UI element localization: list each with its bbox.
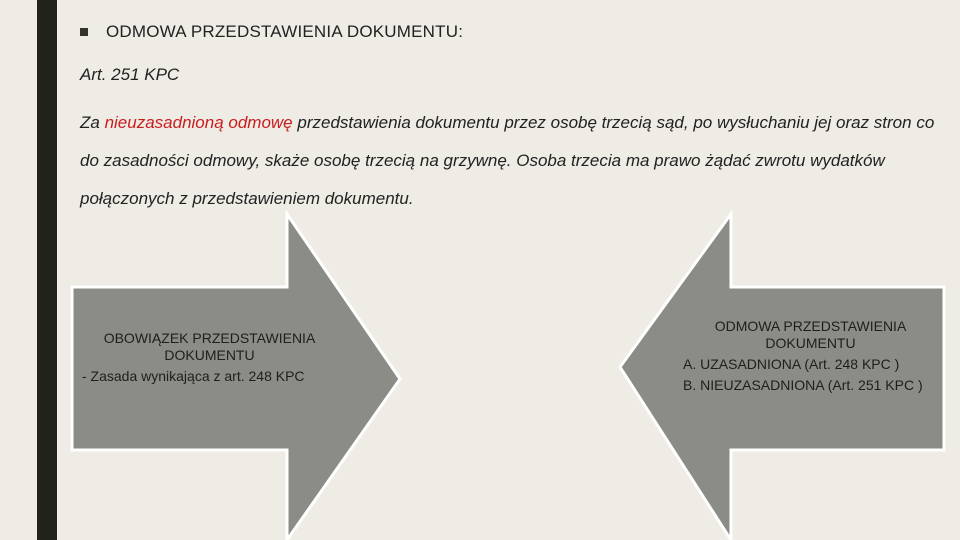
- left-arrow-title: OBOWIĄZEK PRZEDSTAWIENIA DOKUMENTU: [103, 330, 316, 363]
- right-arrow-title: ODMOWA PRZEDSTAWIENIA DOKUMENTU: [714, 318, 907, 351]
- slide-heading: ODMOWA PRZEDSTAWIENIA DOKUMENTU:: [106, 22, 464, 41]
- article-reference: Art. 251 KPC: [80, 65, 180, 84]
- right-arrow-content: [683, 318, 938, 394]
- left-arrow-content: [82, 330, 337, 385]
- paragraph-highlight: nieuzasadnioną odmowę: [104, 113, 293, 132]
- right-arrow-line-a: A. UZASADNIONA (Art. 248 KPC ): [683, 356, 900, 372]
- left-arrow-line: - Zasada wynikająca z art. 248 KPC: [82, 368, 305, 384]
- right-arrow-line-b: B. NIEUZASADNIONA (Art. 251 KPC ): [683, 377, 923, 393]
- paragraph-rest: przedstawienia dokumentu przez osobę trzecią sąd, po wysłuchaniu jej oraz stron co do zasadności odmowy, skaże osobę trzecią na grzywnę. Osoba trzecia ma prawo żądać zwrotu wydatków połączonych z przedstawieniem dokumentu.: [80, 113, 935, 208]
- paragraph-intro: Za: [80, 113, 105, 132]
